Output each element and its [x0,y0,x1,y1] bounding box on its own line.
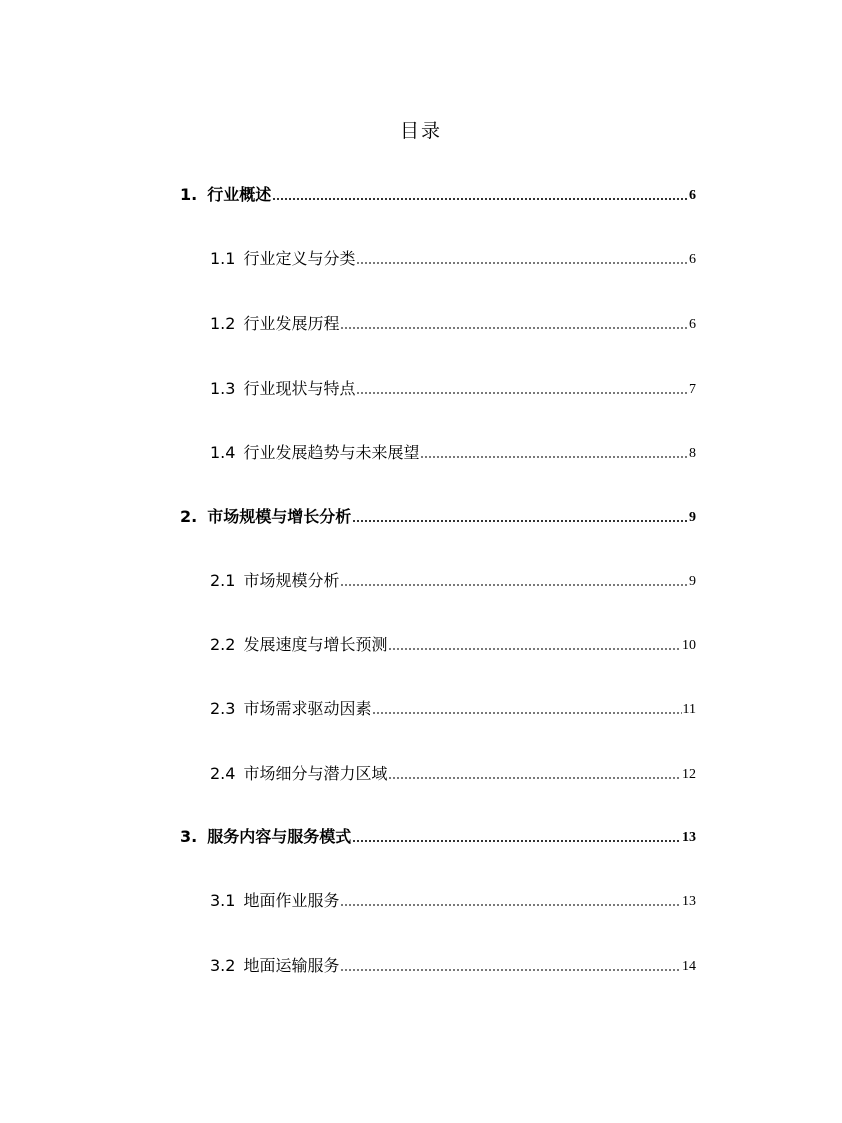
toc-entry-number: 2.2 [210,635,236,654]
toc-entry-page: 14 [682,959,696,974]
toc-entry[interactable] [210,375,696,399]
toc-entry-text: 服务内容与服务模式 [207,827,352,846]
toc-entry-text: 市场规模分析 [243,571,340,590]
toc-entry-text: 地面作业服务 [243,891,340,910]
toc-entry-page: 10 [682,638,696,653]
toc-entry-label [210,956,339,976]
toc-entry-page: 9 [689,574,696,589]
toc-dot-leader [340,968,681,972]
toc-entry-number: 3.1 [210,891,236,910]
toc-entry-number: 3. [180,827,198,846]
toc-entry[interactable] [180,503,696,527]
toc-entry-label [210,635,387,655]
toc-dot-leader [372,711,681,715]
toc-entry-page: 12 [682,767,696,782]
toc-entry-label [210,699,371,719]
toc-dot-leader [420,455,688,459]
toc-entry-label [180,507,351,527]
toc-entry-page: 7 [689,382,696,397]
toc-dot-leader [352,839,681,843]
toc-entry-text: 发展速度与增长预测 [243,635,388,654]
toc-entry-label [210,443,419,463]
toc-entry[interactable] [180,823,696,847]
toc-entry-label [180,827,351,847]
toc-entry-label [210,314,339,334]
toc-entry-page: 6 [689,188,696,203]
toc-entry-text: 市场细分与潜力区域 [243,764,388,783]
toc-entry-number: 1.1 [210,249,236,268]
toc-entry-page: 13 [682,830,696,845]
toc-entry-text: 行业发展趋势与未来展望 [243,443,420,462]
toc-entry-text: 行业现状与特点 [243,379,356,398]
toc-entry-label [210,764,387,784]
toc-entry-page: 8 [689,446,696,461]
toc-entry-text: 市场规模与增长分析 [207,507,352,526]
toc-entry[interactable] [210,439,696,463]
toc-dot-leader [356,261,688,265]
toc-entry[interactable] [210,760,696,784]
toc-entry-label [180,185,271,205]
toc-entry[interactable] [210,695,696,719]
toc-entry-number: 2.4 [210,764,236,783]
toc-title: 目录 [399,120,442,142]
toc-entry-label [210,379,355,399]
toc-dot-leader [388,647,681,651]
toc-entry-number: 1.4 [210,443,236,462]
toc-dot-leader [340,903,681,907]
toc-entry-text: 行业概述 [207,185,272,204]
toc-dot-leader [352,519,688,523]
toc-entry[interactable] [210,631,696,655]
toc-entry-number: 1. [180,185,198,204]
toc-entry[interactable] [210,952,696,976]
toc-entry-number: 1.3 [210,379,236,398]
toc-entry[interactable] [210,310,696,334]
toc-entry-page: 6 [689,252,696,267]
toc-entry-text: 行业发展历程 [243,314,340,333]
toc-dot-leader [340,326,688,330]
toc-dot-leader [340,583,688,587]
toc-entry-number: 2. [180,507,198,526]
toc-entry-text: 市场需求驱动因素 [243,699,372,718]
toc-entry-page: 11 [682,702,696,717]
toc-entry[interactable] [210,887,696,911]
toc-entry-number: 2.3 [210,699,236,718]
toc-entry-label [210,891,339,911]
toc-entry-page: 13 [682,894,696,909]
toc-entry[interactable] [210,245,696,269]
toc-entry[interactable] [180,181,696,205]
toc-entry[interactable] [210,567,696,591]
toc-entry-number: 3.2 [210,956,236,975]
toc-entry-text: 地面运输服务 [243,956,340,975]
toc-entry-page: 9 [689,510,696,525]
toc-entry-label [210,571,339,591]
toc-entry-label [210,249,355,269]
toc-dot-leader [272,197,688,201]
toc-dot-leader [388,776,681,780]
toc-entry-text: 行业定义与分类 [243,249,356,268]
toc-entry-page: 6 [689,317,696,332]
toc-dot-leader [356,391,688,395]
toc-entry-number: 2.1 [210,571,236,590]
toc-entry-number: 1.2 [210,314,236,333]
